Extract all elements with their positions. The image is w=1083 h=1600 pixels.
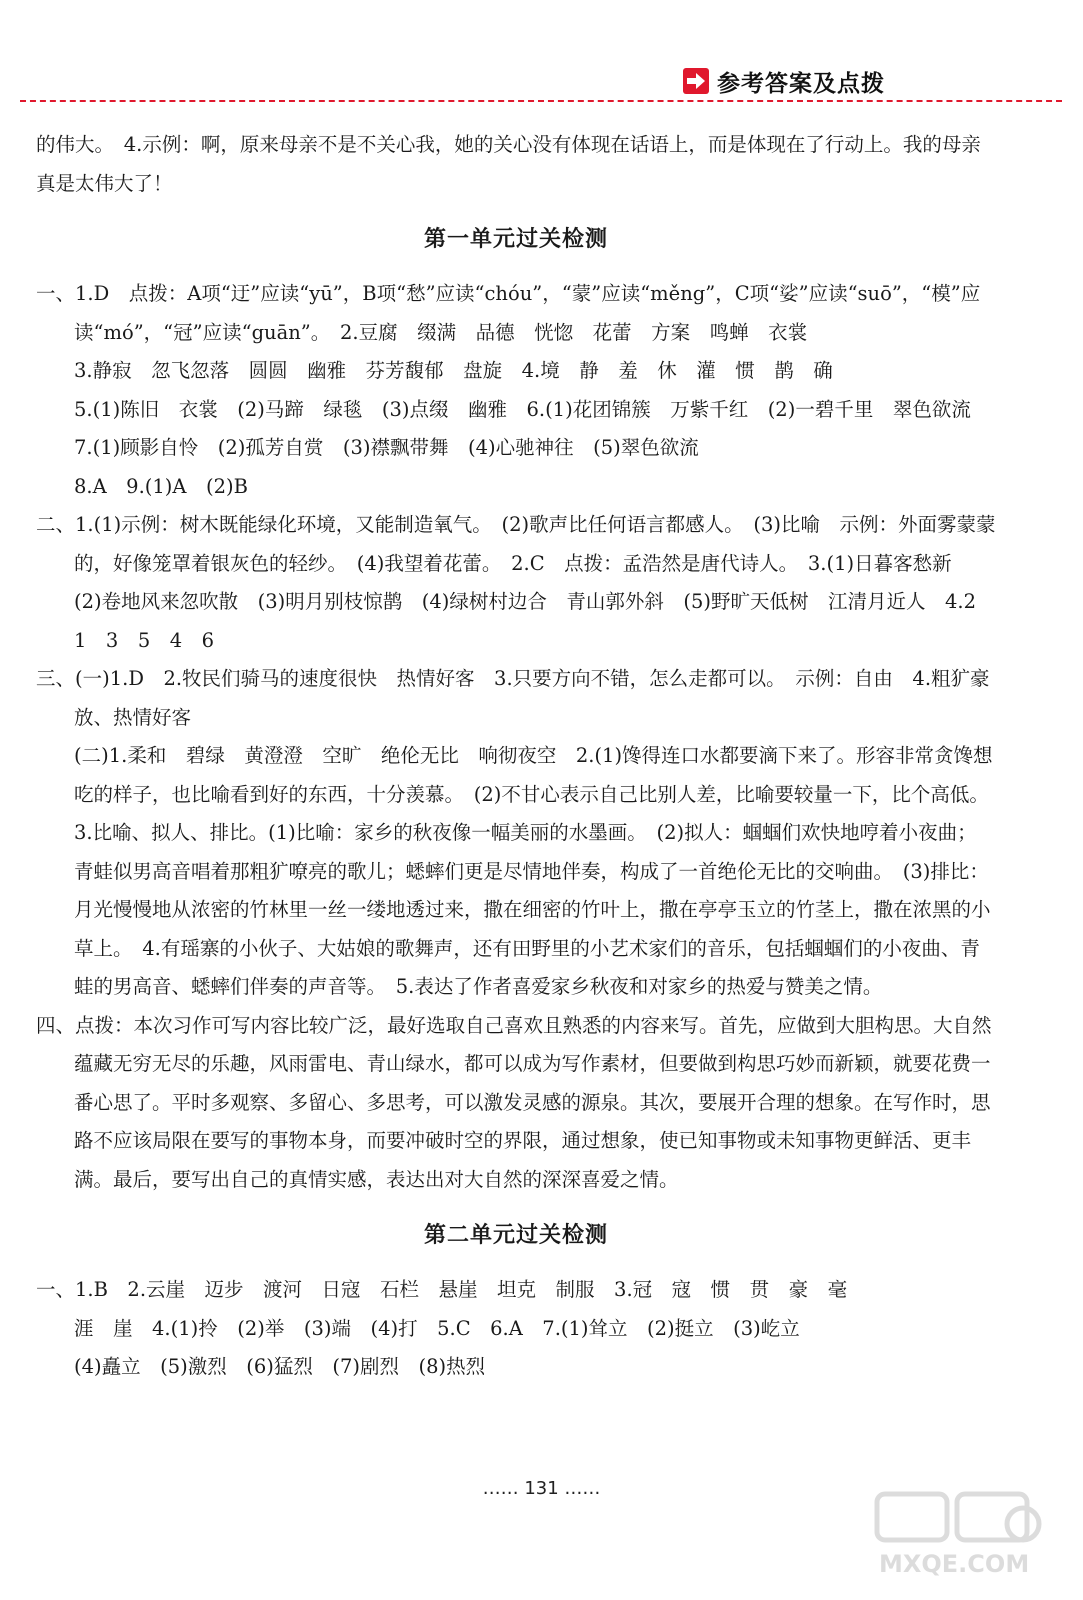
unit1-section1-para3: 5.(1)陈旧 衣裳 (2)马蹄 绿毯 (3)点缀 幽雅 6.(1)花团锦簇 万紫千红 (2)一碧千里 翠色欲流 7.(1)顾影自怜 (2)孤芳自赏 (3)襟飘带舞 (4)心驰神往 (5)翠色欲流 [74, 397, 991, 459]
watermark-logo [873, 1490, 1043, 1580]
red-arrow-icon [683, 68, 709, 94]
unit2-section1-para1: 一、1.B 2.云崖 迈步 渡河 日寇 石栏 悬崖 坦克 制服 3.冠 寇 惯 贯 豪 毫 [36, 1278, 848, 1301]
unit2-section1-para3: (4)矗立 (5)激烈 (6)猛烈 (7)剧烈 (8)热烈 [74, 1355, 486, 1378]
unit1-section1-para4: 8.A 9.(1)A (2)B [74, 474, 248, 498]
unit2-title: 第二单元过关检测 [423, 1223, 608, 1248]
unit1-title: 第一单元过关检测 [423, 227, 608, 252]
unit1-section4: 四、点拨：本次习作可写内容比较广泛，最好选取自己喜欢且熟悉的内容来写。首先，应做到大胆构思。大自然蕴藏无穷无尽的乐趣，风雨雷电、青山绿水，都可以成为写作素材，但要做到构思巧妙而新颖，就要花费一番心思了。平时多观察、多留心、多思考，可以激发灵感的源泉。其次，要展开合理的想象。在写作时，思路不应该局限在要写的事物本身，而要冲破时空的界限，通过想象，使已知事物或未知事物更鲜活、更丰满。最后，要写出自己的真情实感，表达出对大自然的深深喜爱之情。 [36, 1013, 992, 1191]
unit1-section2: 二、1.(1)示例：树木既能绿化环境，又能制造氧气。 (2)歌声比任何语言都感人。 (3)比喻 示例：外面雾蒙蒙的，好像笼罩着银灰色的轻纱。 (4)我望着花蕾。 2.C 点拨：孟浩然是唐代诗人。 3.(1)日暮客愁新 (2)卷地风来忽吹散 (3)明月别枝惊鹊 (4)绿树村边合 青山郭外斜 (5)野旷天低树 江清月近人 4.2 1 3 5 4 6 [36, 513, 996, 652]
page-number: …… 131 …… [482, 1478, 601, 1499]
unit1-section1-para2: 3.静寂 忽飞忽落 圆圆 幽雅 芬芳馥郁 盘旋 4.境 静 羞 休 灌 惯 鹊 确 [74, 359, 833, 382]
page-header [683, 64, 885, 98]
svg-text:MXQE.COM: MXQE.COM [879, 1550, 1030, 1578]
unit2-section1-para2: 涯 崖 4.(1)拎 (2)举 (3)端 (4)打 5.C 6.A 7.(1)耸立 (2)挺立 (3)屹立 [74, 1316, 800, 1340]
intro-paragraph: 的伟大。 4.示例：啊，原来母亲不是不关心我，她的关心没有体现在话语上，而是体现在了行动上。我的母亲真是太伟大了！ [36, 133, 981, 195]
answer-content [36, 126, 999, 1387]
header-title: 参考答案及点拨 [717, 70, 885, 97]
header-divider [20, 100, 1062, 102]
unit1-section3-part1: 三、(一)1.D 2.牧民们骑马的速度很快 热情好客 3.只要方向不错，怎么走都可以。 示例：自由 4.粗犷豪放、热情好客 [36, 667, 990, 729]
unit1-section3-part2: (二)1.柔和 碧绿 黄澄澄 空旷 绝伦无比 响彻夜空 2.(1)馋得连口水都要滴下来了。形容非常贪馋想吃的样子，也比喻看到好的东西，十分羡慕。 (2)不甘心表示自己比别人差，比喻要较量一下，比个高低。 3.比喻、拟人、排比。(1)比喻：家乡的秋夜像一幅美丽的水墨画。 (2)拟人：蝈蝈们欢快地哼着小夜曲；青蛙似男高音唱着那粗犷嘹亮的歌儿；蟋蟀们更是尽情地伴奏，构成了一首绝伦无比的交响曲。 (3)排比：月光慢慢地从浓密的竹林里一丝一缕地透过来，撒在细密的竹叶上，撒在亭亭玉立的竹茎上，撒在浓黑的小草上。 4.有瑶寨的小伙子、大姑娘的歌舞声，还有田野里的小艺术家们的音乐，包括蝈蝈们的小夜曲、青蛙的男高音、蟋蟀们伴奏的声音等。 5.表达了作者喜爱家乡秋夜和对家乡的热爱与赞美之情。 [74, 744, 999, 998]
unit1-section1-para1: 一、1.D 点拨：A项“迂”应读“yū”，B项“愁”应读“chóu”，“蒙”应读“měng”，C项“娑”应读“suō”，“模”应读“mó”，“冠”应读“guān”。 2.豆腐 缀满 品德 恍惚 花蕾 方案 鸣蝉 衣裳 [36, 282, 981, 344]
